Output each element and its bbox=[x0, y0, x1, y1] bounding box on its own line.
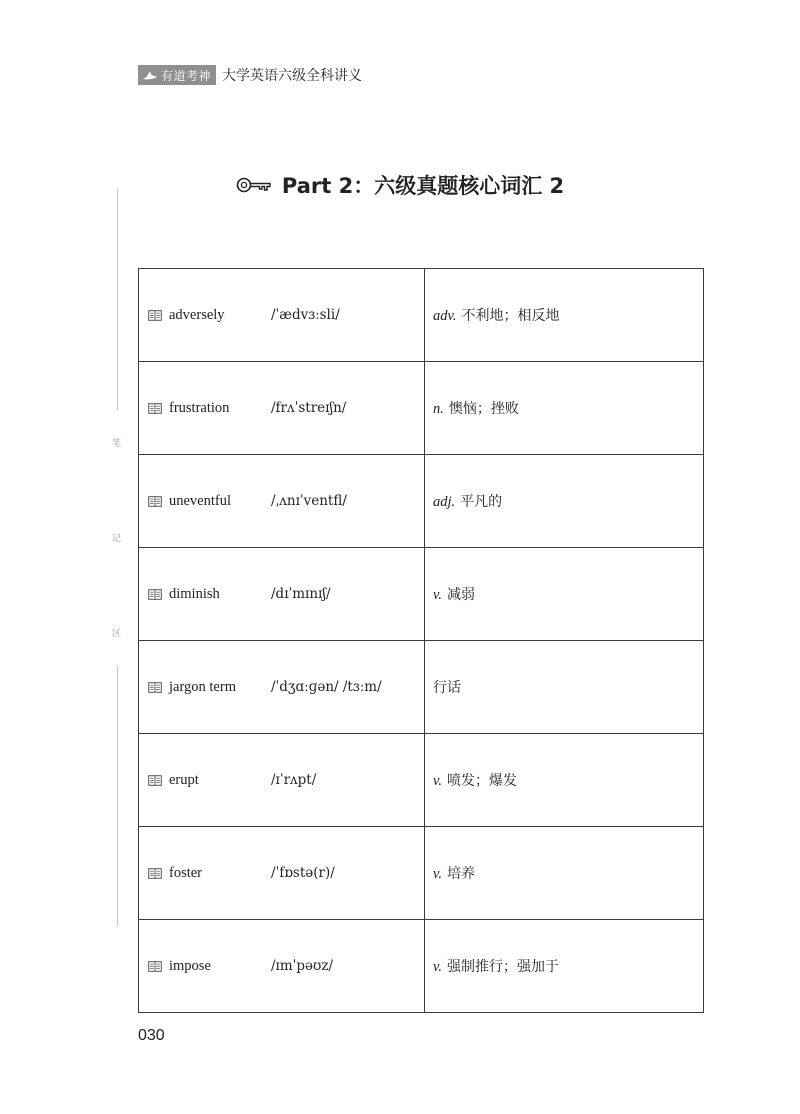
meaning-cell bbox=[425, 362, 704, 455]
vocab-word: adversely bbox=[169, 306, 225, 323]
vocab-word: uneventful bbox=[169, 492, 232, 509]
table-row bbox=[139, 827, 704, 920]
chinese-meaning: 喷发；爆发 bbox=[447, 773, 517, 789]
vocab-word: jargon term bbox=[169, 678, 236, 695]
phonetic: /ˌʌnɪˈventfl/ bbox=[271, 493, 347, 509]
word-cell bbox=[139, 269, 425, 362]
book-icon bbox=[148, 310, 162, 321]
word-cell bbox=[139, 734, 425, 827]
table-row bbox=[139, 548, 704, 641]
chinese-meaning: 不利地；相反地 bbox=[461, 308, 560, 324]
table-row bbox=[139, 269, 704, 362]
part-of-speech: adj. bbox=[433, 494, 456, 510]
part-of-speech: v. bbox=[433, 587, 442, 603]
margin-note-char: 笔 bbox=[112, 439, 122, 449]
phonetic: /ɪˈrʌpt/ bbox=[271, 772, 317, 788]
book-icon bbox=[148, 682, 162, 693]
book-icon bbox=[148, 496, 162, 507]
vocabulary-table bbox=[138, 268, 704, 1013]
vocab-word: foster bbox=[169, 864, 203, 881]
meaning-cell bbox=[425, 920, 704, 1013]
meaning-cell bbox=[425, 269, 704, 362]
meaning-cell bbox=[425, 827, 704, 920]
chinese-meaning: 强制推行；强加于 bbox=[447, 959, 559, 975]
part-of-speech: v. bbox=[433, 773, 442, 789]
phonetic: /ˈfɒstə(r)/ bbox=[271, 865, 335, 881]
table-row bbox=[139, 920, 704, 1013]
vocab-word: diminish bbox=[169, 585, 220, 602]
table-row bbox=[139, 641, 704, 734]
phonetic: /ˈædvɜːsli/ bbox=[271, 307, 340, 323]
word-cell bbox=[139, 920, 425, 1013]
shark-logo-icon bbox=[142, 69, 158, 81]
word-cell bbox=[139, 362, 425, 455]
meaning-cell bbox=[425, 641, 704, 734]
margin-note-char: 区 bbox=[112, 629, 122, 639]
key-icon bbox=[236, 175, 272, 195]
phonetic: /ɪmˈpəʊz/ bbox=[271, 958, 334, 974]
vocab-word: erupt bbox=[169, 771, 199, 788]
part-of-speech: adv. bbox=[433, 308, 457, 324]
word-cell bbox=[139, 455, 425, 548]
margin-line-top bbox=[117, 188, 118, 410]
word-cell bbox=[139, 641, 425, 734]
word-cell bbox=[139, 827, 425, 920]
vocab-word: frustration bbox=[169, 399, 230, 416]
book-icon bbox=[148, 868, 162, 879]
phonetic: /frʌˈstreɪʃn/ bbox=[271, 400, 347, 416]
part-of-speech: v. bbox=[433, 959, 442, 975]
vocab-word: impose bbox=[169, 957, 211, 974]
chinese-meaning: 培养 bbox=[447, 866, 475, 882]
table-row bbox=[139, 734, 704, 827]
brand-badge bbox=[138, 65, 216, 85]
book-icon bbox=[148, 961, 162, 972]
phonetic: /dɪˈmɪnɪʃ/ bbox=[271, 586, 331, 602]
part-of-speech: v. bbox=[433, 866, 442, 882]
meaning-cell bbox=[425, 455, 704, 548]
chinese-meaning: 平凡的 bbox=[460, 494, 503, 510]
book-title: 大学英语六级全科讲义 bbox=[222, 68, 363, 84]
book-icon bbox=[148, 589, 162, 600]
meaning-cell bbox=[425, 548, 704, 641]
page-number: 030 bbox=[138, 1027, 165, 1044]
meaning-cell bbox=[425, 734, 704, 827]
chinese-meaning: 懊恼；挫败 bbox=[448, 401, 519, 417]
book-icon bbox=[148, 775, 162, 786]
chinese-meaning: 行话 bbox=[433, 680, 461, 696]
chinese-meaning: 减弱 bbox=[447, 587, 475, 603]
table-row bbox=[139, 362, 704, 455]
section-heading bbox=[0, 170, 800, 200]
margin-note-char: 记 bbox=[112, 534, 122, 544]
table-row bbox=[139, 455, 704, 548]
word-cell bbox=[139, 548, 425, 641]
brand-name: 有道考神 bbox=[161, 68, 212, 83]
book-icon bbox=[148, 403, 162, 414]
page-header bbox=[138, 64, 362, 86]
margin-line-bottom bbox=[117, 665, 118, 927]
section-title: Part 2：六级真题核心词汇 2 bbox=[281, 174, 565, 198]
part-of-speech: n. bbox=[433, 401, 444, 417]
phonetic: /ˈdʒɑːɡən/ /tɜːm/ bbox=[271, 679, 382, 695]
